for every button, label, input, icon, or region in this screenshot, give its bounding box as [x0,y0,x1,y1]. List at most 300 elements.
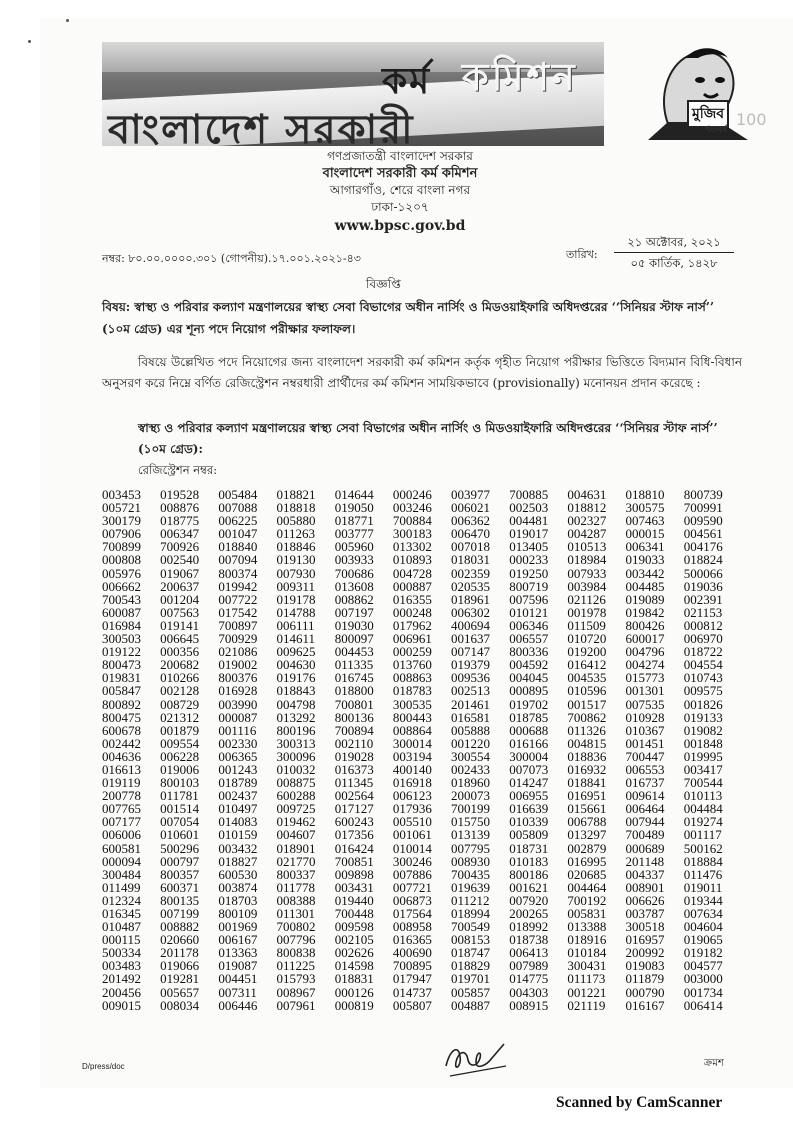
registration-number: 005809 [509,827,549,843]
registration-number: 300484 [102,866,141,882]
registration-number: 019082 [683,722,723,738]
registration-number: 800719 [509,578,549,594]
registration-number: 018731 [509,840,549,856]
registration-number: 700544 [683,775,723,791]
registration-number: 018703 [218,892,258,908]
registration-number: 008882 [160,919,200,935]
registration-number: 007722 [218,591,258,607]
registration-number: 007906 [102,526,141,542]
registration-number: 019130 [276,552,316,568]
registration-number: 006553 [625,761,665,777]
registration-number: 006167 [218,932,258,948]
registration-number: 009725 [276,801,316,817]
registration-number: 002110 [334,735,374,751]
registration-number: 018836 [567,748,607,764]
registration-number: 014737 [392,984,432,1000]
registration-number: 009590 [683,513,723,529]
registration-number: 200992 [625,945,665,961]
registration-row [102,684,742,697]
registration-number: 013292 [276,709,316,725]
registration-number: 018818 [276,500,316,516]
registration-number: 006788 [567,814,607,830]
registration-number: 700926 [160,539,200,555]
registration-number: 011781 [160,788,199,804]
registration-row [102,881,742,894]
registration-number: 001826 [683,696,723,712]
registration-number: 021119 [567,997,606,1013]
registration-number: 001220 [451,735,491,751]
registration-number: 021126 [567,591,606,607]
registration-number: 016984 [102,617,141,633]
registration-number: 011301 [276,906,316,921]
registration-number: 019462 [276,814,316,830]
registration-number: 800443 [392,709,432,725]
registration-number: 700199 [451,801,491,817]
registration-number: 007535 [625,696,665,712]
registration-number: 019065 [683,932,723,948]
registration-number: 000797 [160,853,200,869]
mujib-label: মুজিব [687,100,729,128]
registration-number: 201461 [451,696,491,712]
registration-number: 006557 [509,631,549,647]
registration-number: 014598 [334,958,374,974]
signature-icon [440,1036,510,1080]
registration-number: 018785 [509,709,549,725]
registration-number: 006365 [218,748,258,764]
registration-number: 003990 [218,696,258,712]
registration-number: 006470 [451,526,491,542]
registration-number: 018992 [509,919,549,935]
registration-number: 600678 [102,722,141,738]
registration-rows [102,488,742,1012]
registration-number: 005484 [218,487,258,502]
registration-number: 800337 [276,866,316,882]
registration-number: 000259 [392,644,432,660]
registration-number: 300096 [276,748,316,764]
registration-number: 002391 [683,591,723,607]
registration-number: 004176 [683,539,723,555]
registration-number: 700885 [509,487,549,502]
registration-number: 001301 [625,683,665,699]
registration-number: 000689 [625,840,665,856]
registration-number: 007886 [392,866,432,882]
registration-number: 009575 [683,683,723,699]
registration-number: 016355 [392,591,432,607]
registration-number: 018840 [218,539,258,555]
registration-number: 010601 [160,827,200,843]
registration-number: 002128 [160,683,200,699]
registration-number: 800374 [218,565,258,581]
banner-text-karma: কর্ম [382,61,432,102]
registration-number: 600243 [334,814,374,830]
registration-number: 201148 [625,853,665,869]
registration-number: 001116 [218,722,257,738]
registration-number: 009598 [334,919,374,935]
registration-number: 700895 [392,958,432,974]
registration-number: 019639 [451,879,491,895]
date-block [612,232,736,273]
registration-number: 018901 [276,840,316,856]
registration-number: 008876 [160,500,200,516]
registration-number: 004728 [392,565,432,581]
registration-number: 001879 [160,722,200,738]
registration-row [102,737,742,750]
registration-number: 200073 [451,788,491,804]
registration-number: 002105 [334,932,374,948]
registration-number: 800186 [509,866,549,882]
registration-number: 018994 [451,906,491,921]
registration-number: 003431 [334,879,374,895]
registration-number: 012324 [102,892,141,908]
registration-number: 001061 [392,827,432,843]
registration-number: 005657 [160,984,200,1000]
registration-number: 007094 [218,552,258,568]
registration-number: 021770 [276,853,316,869]
registration-number: 010014 [392,840,432,856]
registration-number: 001734 [683,984,723,1000]
registration-number: 010032 [276,761,316,777]
registration-number: 003483 [102,958,141,974]
registration-label: রেজিস্ট্রেশন নম্বর: [138,463,218,477]
registration-number: 010266 [160,670,200,686]
registration-number: 600581 [102,840,141,856]
banner-text-bangladesh: বাংলাদেশ সরকারী [108,107,415,153]
registration-number: 006341 [625,539,665,555]
registration-number: 700489 [625,827,665,843]
registration-number: 000819 [334,997,374,1013]
registration-number: 014788 [276,604,316,620]
registration-number: 019119 [102,775,141,791]
registration-number: 004481 [509,513,549,529]
registration-number: 016412 [567,657,607,673]
registration-number: 300554 [451,748,491,764]
registration-number: 014083 [218,814,258,830]
registration-number: 007721 [392,879,432,895]
registration-number: 006228 [160,748,200,764]
registration-number: 003787 [625,906,665,921]
registration-number: 018771 [334,513,374,529]
registration-number: 007795 [451,840,491,856]
registration-number: 004607 [276,827,316,843]
registration-number: 007197 [334,604,374,620]
registration-number: 018831 [334,971,374,987]
registration-number: 016345 [102,906,141,921]
registration-number: 009554 [160,735,200,751]
registration-row [102,868,742,881]
registration-number: 003453 [102,487,141,502]
registration-number: 019344 [683,892,723,908]
registration-number: 700929 [218,631,258,647]
registration-number: 200637 [160,578,200,594]
registration-number: 007765 [102,801,141,817]
registration-number: 016745 [334,670,374,686]
registration-number: 018812 [567,500,607,516]
registration-number: 018884 [683,853,723,869]
registration-number: 400694 [451,617,491,633]
registration-number: 004287 [567,526,607,542]
registration-number: 016928 [218,683,258,699]
registration-number: 019200 [567,644,607,660]
registration-number: 019178 [276,591,316,607]
registration-number: 007563 [160,604,200,620]
subject-line [102,296,742,340]
registration-number: 011326 [567,722,606,738]
registration-number: 003000 [683,971,723,987]
registration-row [102,698,742,711]
registration-number: 013760 [392,657,432,673]
registration-number: 018961 [451,591,491,607]
registration-number: 016737 [625,775,665,791]
registration-number: 018031 [451,552,491,568]
registration-number: 005847 [102,683,141,699]
registration-row [102,842,742,855]
registration-number: 011263 [276,526,316,542]
banner-text-commission: কমিশন [462,55,578,99]
subject-text: স্বাস্থ্য ও পরিবার কল্যাণ মন্ত্রণালয়ের স্বাস্থ্য সেবা বিভাগের অধীন নার্সিং ও মিডওয়াইফারি অধিদপ্তরের ‘‘সিনিয়র স্টাফ নার্স’’ (১০ম গ্রেড) এর শূন্য পদে নিয়োগ পরীক্ষার ফলাফল। [102,300,715,336]
registration-row [102,724,742,737]
header-address: আগারগাঁও, শেরে বাংলা নগর [329,183,471,197]
camscanner-watermark: Scanned by CamScanner [556,1094,723,1111]
registration-number: 600087 [102,604,141,620]
registration-number: 000887 [392,578,432,594]
registration-number: 008862 [334,591,374,607]
registration-number: 003194 [392,748,432,764]
registration-number: 008729 [160,696,200,712]
registration-number: 000094 [102,853,141,869]
registration-number: 017936 [392,801,432,817]
registration-number: 000246 [392,487,432,502]
registration-number: 018810 [625,487,665,502]
registration-number: 020685 [567,866,607,882]
registration-number: 020535 [451,578,491,594]
registration-number: 016373 [334,761,374,777]
registration-number: 004798 [276,696,316,712]
registration-row [102,580,742,593]
registration-number: 006961 [392,631,432,647]
registration-number: 010367 [625,722,665,738]
registration-number: 600371 [160,879,200,895]
registration-number: 009015 [102,997,141,1013]
registration-number: 019995 [683,748,723,764]
header-commission: বাংলাদেশ সরকারী কর্ম কমিশন [322,166,478,181]
registration-number: 800109 [218,906,258,921]
registration-number: 700862 [567,709,607,725]
registration-number: 002433 [451,761,491,777]
registration-number: 007147 [451,644,491,660]
registration-number: 003432 [218,840,258,856]
registration-number: 010893 [392,552,432,568]
registration-number: 019842 [625,604,665,620]
registration-number: 800473 [102,657,141,673]
registration-number: 008034 [160,997,200,1013]
registration-number: 016995 [567,853,607,869]
registration-number: 004636 [102,748,141,764]
registration-number: 300179 [102,513,141,529]
registration-number: 007930 [276,565,316,581]
registration-number: 018824 [683,552,723,568]
registration-number: 016951 [567,788,607,804]
registration-number: 300535 [392,696,432,712]
registration-number: 004484 [683,801,723,817]
registration-number: 007933 [567,565,607,581]
registration-number: 700991 [683,500,723,516]
registration-number: 008388 [276,892,316,908]
registration-number: 018827 [218,853,258,869]
registration-number: 016166 [509,735,549,751]
registration-number: 002330 [218,735,258,751]
notice-title: বিজ্ঞপ্তি [366,277,401,291]
registration-number: 010720 [567,631,607,647]
registration-row [102,999,742,1012]
registration-number: 019087 [218,958,258,974]
registration-number: 800739 [683,487,723,502]
registration-number: 019274 [683,814,723,830]
registration-number: 015793 [276,971,316,987]
continued-marker: ক্রমশ [704,1058,724,1069]
registration-number: 011225 [276,958,316,974]
registration-number: 700802 [276,919,316,935]
registration-number: 000248 [392,604,432,620]
registration-number: 019701 [451,971,491,987]
registration-number: 007596 [509,591,549,607]
registration-number: 300004 [509,748,549,764]
registration-number: 700897 [218,617,258,633]
registration-number: 009625 [276,644,316,660]
registration-number: 004464 [567,879,607,895]
registration-number: 500334 [102,945,141,961]
registration-number: 000808 [102,552,141,568]
registration-number: 011345 [334,775,374,791]
registration-number: 002513 [451,683,491,699]
registration-number: 007463 [625,513,665,529]
registration-number: 700447 [625,748,665,764]
registration-number: 000126 [334,984,374,1000]
registration-number: 011879 [625,971,665,987]
registration-number: 007944 [625,814,665,830]
registration-number: 019028 [334,748,374,764]
registration-number: 200265 [509,906,549,921]
header-city: ঢাকা-১২০৭ [371,200,429,214]
registration-number: 700884 [392,513,432,529]
registration-number: 018916 [567,932,607,948]
registration-number: 010339 [509,814,549,830]
registration-number: 300431 [567,958,607,974]
registration-number: 016365 [392,932,432,948]
registration-number: 019066 [160,958,200,974]
registration-number: 600017 [625,631,665,647]
registration-number: 200456 [102,984,141,1000]
registration-number: 700686 [334,565,374,581]
registration-number: 001978 [567,604,607,620]
registration-number: 021153 [683,604,723,620]
registration-row [102,711,742,724]
scan-speck [66,19,69,22]
registration-number: 007920 [509,892,549,908]
registration-number: 017947 [392,971,432,987]
registration-number: 004554 [683,657,723,673]
registration-number: 001848 [683,735,723,751]
registration-row [102,593,742,606]
registration-number: 007634 [683,906,723,921]
mujib-centenary-numeral: 100 [736,110,767,129]
registration-number: 004561 [683,526,723,542]
registration-number: 018775 [160,513,200,529]
registration-number: 008915 [509,997,549,1013]
registration-number: 007199 [160,906,200,921]
mujib-sublabel: শতবর্ষ [705,125,728,135]
registration-row [102,972,742,985]
registration-number: 018789 [218,775,258,791]
registration-number: 016167 [625,997,665,1013]
registration-number: 006645 [160,631,200,647]
registration-number: 010113 [683,788,723,804]
registration-number: 700192 [567,892,607,908]
registration-number: 700543 [102,591,141,607]
registration-number: 019089 [625,591,665,607]
registration-number: 014247 [509,775,549,791]
header-government: গণপ্রজাতন্ত্রী বাংলাদেশ সরকার [327,149,473,163]
registration-number: 300575 [625,500,665,516]
registration-number: 013139 [451,827,491,843]
registration-number: 004045 [509,670,549,686]
registration-number: 004577 [683,958,723,974]
registration-number: 019440 [334,892,374,908]
registration-number: 400140 [392,761,432,777]
registration-number: 007961 [276,997,316,1013]
registration-number: 016918 [392,775,432,791]
registration-number: 019182 [683,945,723,961]
registration-number: 006006 [102,827,141,843]
registration-number: 010159 [218,827,258,843]
registration-number: 017542 [218,604,258,620]
registration-number: 008864 [392,722,432,738]
registration-number: 017962 [392,617,432,633]
registration-number: 011335 [334,657,374,673]
registration-number: 006413 [509,945,549,961]
registration-number: 008930 [451,853,491,869]
registration-number: 700801 [334,696,374,712]
registration-number: 200778 [102,788,141,804]
registration-number: 800336 [509,644,549,660]
registration-number: 006362 [451,513,491,529]
registration-number: 800196 [276,722,316,738]
registration-number: 018841 [567,775,607,791]
registration-number: 006626 [625,892,665,908]
registration-number: 018722 [683,644,723,660]
registration-number: 013388 [567,919,607,935]
registration-number: 800838 [276,945,316,961]
registration-number: 019083 [625,958,665,974]
registration-number: 001047 [218,526,258,542]
registration-number: 019006 [160,761,200,777]
registration-number: 013302 [392,539,432,555]
registration-number: 006414 [683,997,723,1013]
registration-number: 013608 [334,578,374,594]
registration-number: 008901 [625,879,665,895]
registration-number: 001204 [160,591,200,607]
registration-number: 006873 [392,892,432,908]
registration-number: 002327 [567,513,607,529]
registration-number: 004274 [625,657,665,673]
registration-number: 021086 [218,644,258,660]
registration-number: 002540 [160,552,200,568]
registration-number: 016932 [567,761,607,777]
registration-number: 019033 [625,552,665,568]
registration-number: 019067 [160,565,200,581]
registration-number-table [102,488,742,1012]
registration-number: 800426 [625,617,665,633]
registration-number: 020660 [160,932,200,948]
